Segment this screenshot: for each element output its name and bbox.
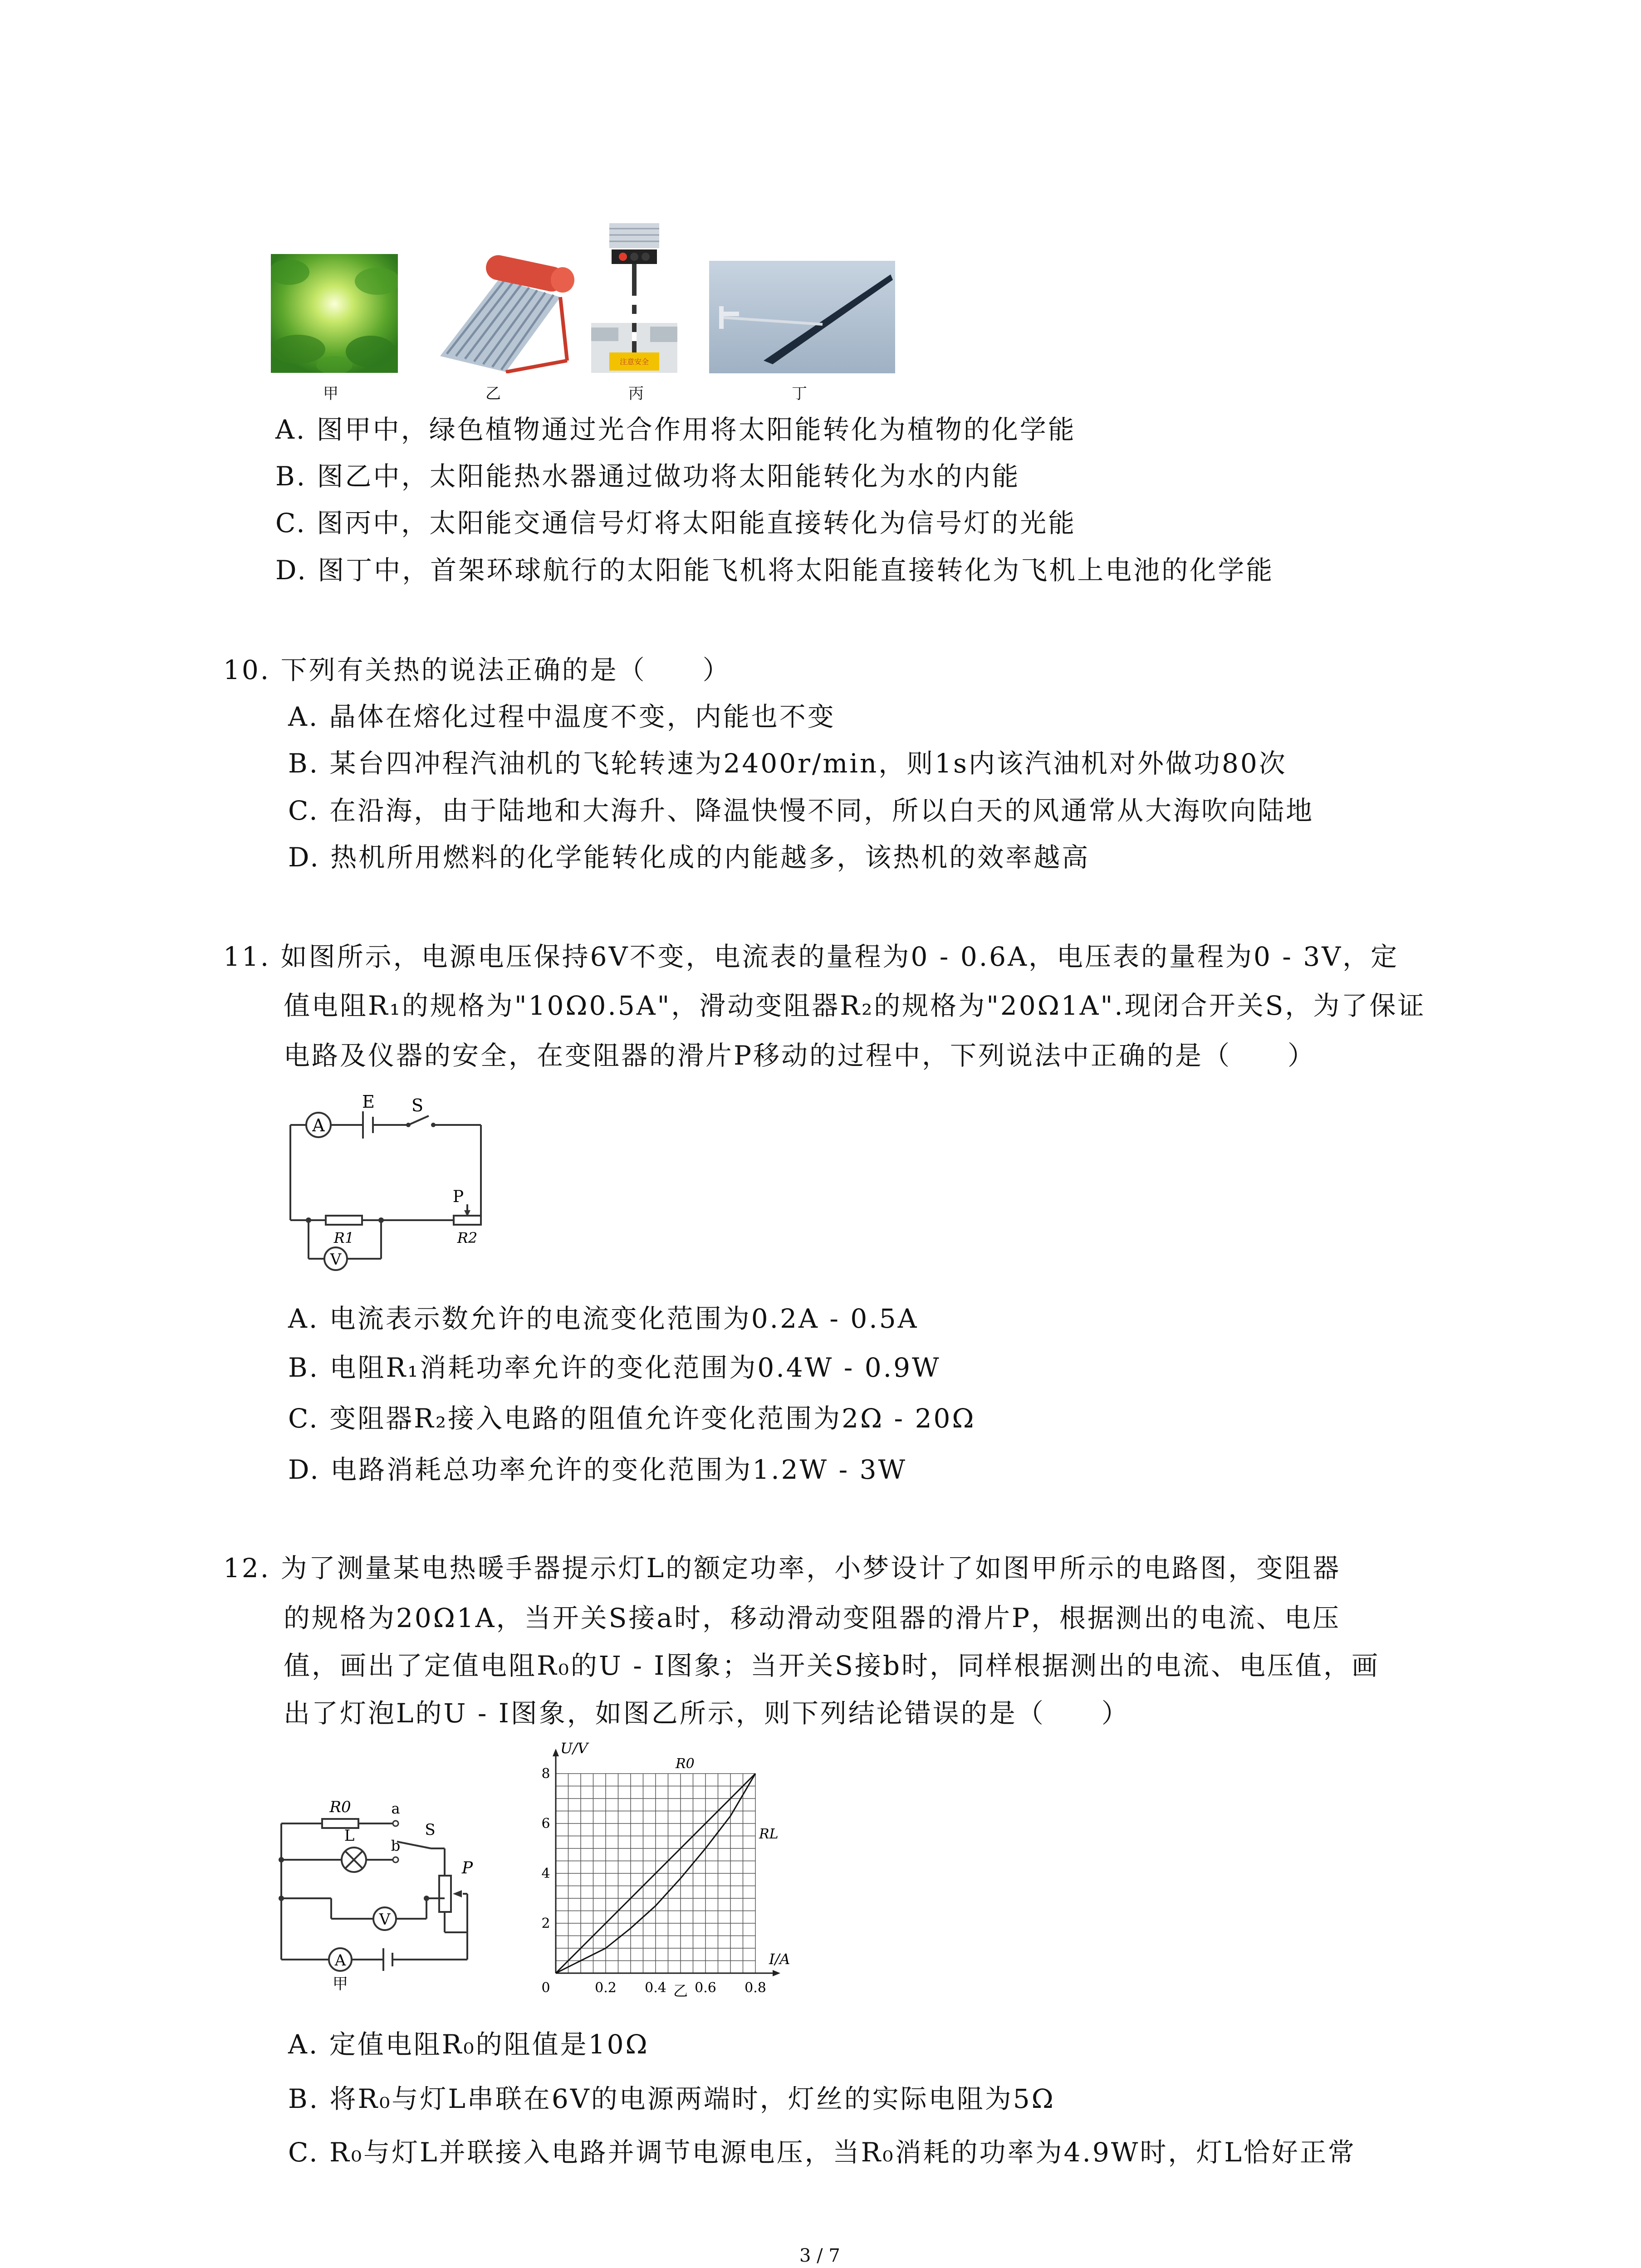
y-tick-label: 6 [541, 1816, 550, 1832]
q10-option-a: A. 晶体在熔化过程中温度不变，内能也不变 [288, 701, 836, 732]
q10-option-d: D. 热机所用燃料的化学能转化成的内能越多，该热机的效率越高 [288, 842, 1090, 873]
q12-circuit-diagram [272, 1783, 526, 1996]
chart-caption: 乙 [673, 1982, 688, 1999]
q11-stem-line2: 值电阻R₁的规格为"10Ω0.5A"，滑动变阻器R₂的规格为"20Ω1A".现闭合开关S，为了保证 [284, 990, 1426, 1021]
q12-ui-chart [526, 1737, 808, 2000]
photo-solar-plane [709, 261, 895, 373]
q12-stem-line1: 12. 为了测量某电热暖手器提示灯L的额定功率，小梦设计了如图甲所示的电路图，变阻器 [223, 1553, 1341, 1584]
y-tick-label: 8 [541, 1766, 550, 1782]
q9-option-c: C. 图丙中，太阳能交通信号灯将太阳能直接转化为信号灯的光能 [275, 508, 1077, 538]
page-number: 3 / 7 [799, 2245, 840, 2266]
y-axis-label: U/V [560, 1740, 588, 1757]
photo-traffic-light [591, 223, 677, 373]
x-axis-label: I/A [769, 1950, 790, 1968]
photo-plant-leaves [271, 254, 398, 373]
series-label-R0: R0 [676, 1756, 695, 1772]
q10-stem: 10. 下列有关热的说法正确的是（ ） [223, 655, 731, 685]
x-tick-label: 0.2 [595, 1980, 617, 1996]
q12-lamp-label: L [344, 1827, 355, 1845]
q11-option-c: C. 变阻器R₂接入电路的阻值允许变化范围为2Ω - 20Ω [288, 1403, 976, 1434]
sign-text: 注意安全 [619, 357, 649, 366]
y-tick-label: 4 [541, 1866, 550, 1882]
y-tick-label: 2 [541, 1916, 550, 1931]
q11-r1-label: R1 [333, 1229, 354, 1246]
q11-voltmeter-label: V [330, 1251, 342, 1269]
caption-yi: 乙 [485, 385, 501, 403]
q11-ammeter-label: A [312, 1115, 325, 1135]
q11-circuit-diagram [272, 1089, 490, 1288]
q11-option-a: A. 电流表示数允许的电流变化范围为0.2A - 0.5A [288, 1303, 919, 1334]
q12-option-c: C. R₀与灯L并联接入电路并调节电源电压，当R₀消耗的功率为4.9W时，灯L恰好正常 [288, 2137, 1356, 2168]
q12-circuit-caption: 甲 [333, 1975, 348, 1993]
caption-bing: 丙 [628, 385, 644, 403]
q11-slider-label: P [452, 1188, 464, 1206]
x-tick-label: 0 [541, 1980, 550, 1996]
q12-option-b: B. 将R₀与灯L串联在6V的电源两端时，灯丝的实际电阻为5Ω [288, 2083, 1055, 2114]
q12-voltmeter-label: V [379, 1911, 391, 1929]
q9-option-d: D. 图丁中，首架环球航行的太阳能飞机将太阳能直接转化为飞机上电池的化学能 [275, 555, 1274, 586]
q9-option-a: A. 图甲中，绿色植物通过光合作用将太阳能转化为植物的化学能 [275, 414, 1076, 445]
q9-option-b: B. 图乙中，太阳能热水器通过做功将太阳能转化为水的内能 [275, 461, 1020, 492]
x-tick-label: 0.4 [645, 1980, 666, 1996]
x-tick-label: 0.8 [745, 1980, 766, 1996]
q12-switch-label: S [425, 1821, 436, 1839]
q11-stem-line1: 11. 如图所示，电源电压保持6V不变，电流表的量程为0 - 0.6A，电压表的量程为0 - 3V，定 [223, 941, 1399, 972]
q12-slider-label: P [461, 1859, 473, 1877]
caption-jia: 甲 [323, 385, 338, 403]
q11-option-d: D. 电路消耗总功率允许的变化范围为1.2W - 3W [288, 1454, 907, 1485]
q12-a-label: a [391, 1800, 400, 1817]
q11-switch-label: S [411, 1095, 424, 1115]
q11-source-label: E [362, 1092, 375, 1112]
q12-b-label: b [391, 1837, 401, 1854]
q12-stem-line2: 的规格为20Ω1A，当开关S接a时，移动滑动变阻器的滑片P，根据测出的电流、电压 [284, 1603, 1341, 1633]
q12-stem-line3: 值，画出了定值电阻R₀的U - I图象；当开关S接b时，同样根据测出的电流、电压值，画 [284, 1650, 1380, 1681]
x-tick-label: 0.6 [695, 1980, 716, 1996]
photo-solar-heater [431, 252, 581, 373]
q11-stem-line3: 电路及仪器的安全，在变阻器的滑片P移动的过程中，下列说法中正确的是（ ） [284, 1040, 1316, 1071]
x-axis-arrow [773, 1970, 780, 1976]
caption-ding: 丁 [792, 385, 807, 403]
q11-r2-label: R2 [457, 1229, 478, 1246]
q12-r0-label: R0 [329, 1798, 351, 1816]
q12-option-a: A. 定值电阻R₀的阻值是10Ω [288, 2029, 649, 2060]
q12-ammeter-label: A [334, 1951, 346, 1970]
q10-option-c: C. 在沿海，由于陆地和大海升、降温快慢不同，所以白天的风通常从大海吹向陆地 [288, 795, 1314, 826]
y-axis-arrow [553, 1749, 559, 1756]
q12-stem-line4: 出了灯泡L的U - I图象，如图乙所示，则下列结论错误的是（ ） [284, 1698, 1130, 1729]
q10-option-b: B. 某台四冲程汽油机的飞轮转速为2400r/min，则1s内该汽油机对外做功80次 [288, 748, 1287, 779]
series-label-RL: RL [759, 1826, 779, 1842]
q11-option-b: B. 电阻R₁消耗功率允许的变化范围为0.4W - 0.9W [288, 1352, 941, 1383]
